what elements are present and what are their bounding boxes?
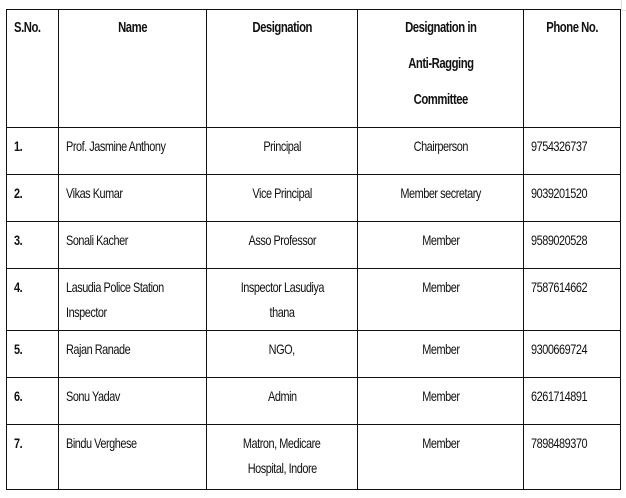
cell-designation: Asso Professor (207, 222, 358, 269)
cell-name: Lasudia Police Station Inspector (59, 269, 207, 331)
cell-designation: NGO, (207, 331, 358, 378)
header-sno: S.No. (7, 10, 59, 128)
header-phone: Phone No. (524, 10, 621, 128)
cell-sno: 5. (7, 331, 59, 378)
cell-name: Rajan Ranade (59, 331, 207, 378)
cell-committee-role: Member secretary (358, 175, 524, 222)
cell-phone: 7898489370 (524, 425, 621, 490)
cell-committee-role: Member (358, 269, 524, 331)
cell-phone: 6261714891 (524, 378, 621, 425)
cell-designation: Admin (207, 378, 358, 425)
cell-designation: Inspector Lasudiya thana (207, 269, 358, 331)
table-row (7, 331, 621, 378)
cell-name: Prof. Jasmine Anthony (59, 128, 207, 175)
header-name: Name (59, 10, 207, 128)
cell-designation: Vice Principal (207, 175, 358, 222)
cell-committee-role: Chairperson (358, 128, 524, 175)
cell-phone: 9300669724 (524, 331, 621, 378)
cell-name: Sonu Yadav (59, 378, 207, 425)
cell-sno: 4. (7, 269, 59, 331)
table-row (7, 269, 621, 331)
cell-sno: 1. (7, 128, 59, 175)
cell-designation: Matron, Medicare Hospital, Indore (207, 425, 358, 490)
cell-committee-role: Member (358, 378, 524, 425)
cell-name: Sonali Kacher (59, 222, 207, 269)
cell-phone: 7587614662 (524, 269, 621, 331)
header-committee-designation: Designation in Anti-Ragging Committee (358, 10, 524, 128)
cell-sno: 2. (7, 175, 59, 222)
cell-sno: 6. (7, 378, 59, 425)
cell-committee-role: Member (358, 331, 524, 378)
cell-sno: 3. (7, 222, 59, 269)
anti-ragging-committee-table (6, 9, 621, 490)
table-row (7, 425, 621, 490)
table-row (7, 128, 621, 175)
cell-designation: Principal (207, 128, 358, 175)
cell-name: Vikas Kumar (59, 175, 207, 222)
cell-name: Bindu Verghese (59, 425, 207, 490)
table-row (7, 222, 621, 269)
table-row (7, 175, 621, 222)
cell-phone: 9039201520 (524, 175, 621, 222)
cell-phone: 9589020528 (524, 222, 621, 269)
header-designation: Designation (207, 10, 358, 128)
cell-sno: 7. (7, 425, 59, 490)
cell-committee-role: Member (358, 222, 524, 269)
table-header-row (7, 10, 621, 128)
page-corner-marker (621, 0, 626, 11)
cell-phone: 9754326737 (524, 128, 621, 175)
table-row (7, 378, 621, 425)
cell-committee-role: Member (358, 425, 524, 490)
